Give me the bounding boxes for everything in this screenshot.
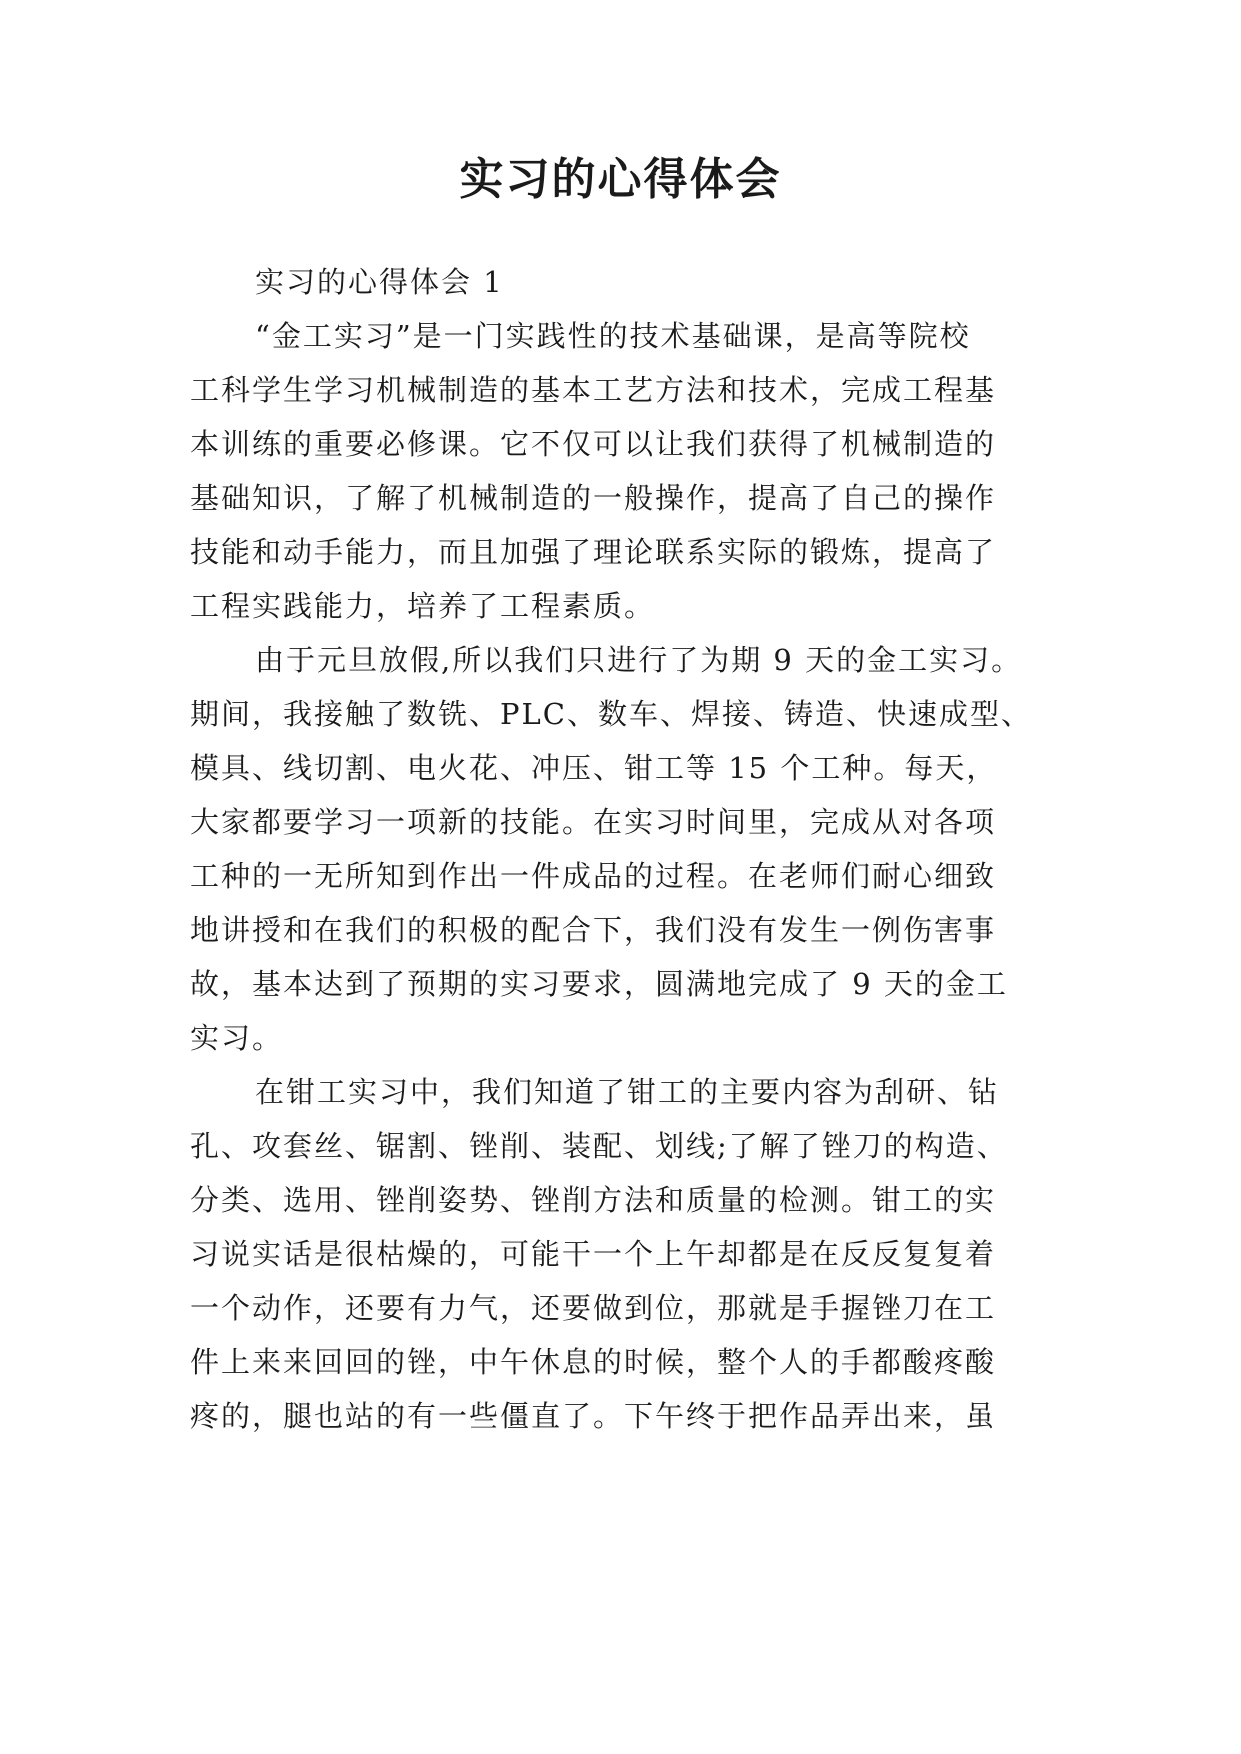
paragraph-line: 孔、攻套丝、锯割、锉削、装配、划线;了解了锉刀的构造、 (190, 1129, 1008, 1163)
paragraph-line: 故，基本达到了预期的实习要求，圆满地完成了 9 天的金工 (190, 967, 1008, 1001)
paragraph-line: 工程实践能力，培养了工程素质。 (190, 589, 656, 623)
paragraph-line: 分类、选用、锉削姿势、锉削方法和质量的检测。钳工的实 (190, 1183, 997, 1217)
paragraph-line: 在钳工实习中，我们知道了钳工的主要内容为刮研、钻 (255, 1075, 1000, 1109)
paragraph-line: 基础知识，了解了机械制造的一般操作，提高了自己的操作 (190, 481, 997, 515)
paragraph-line: 工科学生学习机械制造的基本工艺方法和技术，完成工程基 (190, 373, 997, 407)
paragraph-line: “金工实习”是一门实践性的技术基础课，是高等院校 (255, 319, 971, 353)
page-title: 实习的心得体会 (459, 154, 782, 205)
paragraph-line: 大家都要学习一项新的技能。在实习时间里，完成从对各项 (190, 805, 997, 839)
paragraph-line: 本训练的重要必修课。它不仅可以让我们获得了机械制造的 (190, 427, 997, 461)
paragraph-line: 习说实话是很枯燥的，可能干一个上午却都是在反反复复着 (190, 1237, 997, 1271)
paragraph-line: 模具、线切割、电火花、冲压、钳工等 15 个工种。每天， (190, 751, 998, 785)
paragraph-line: 实习。 (190, 1021, 284, 1055)
paragraph-line: 一个动作，还要有力气，还要做到位，那就是手握锉刀在工 (190, 1291, 997, 1325)
paragraph-line: 地讲授和在我们的积极的配合下，我们没有发生一例伤害事 (190, 913, 997, 947)
paragraph-line: 工种的一无所知到作出一件成品的过程。在老师们耐心细致 (190, 859, 997, 893)
paragraph-line: 疼的，腿也站的有一些僵直了。下午终于把作品弄出来，虽 (190, 1399, 997, 1433)
paragraph-line: 由于元旦放假,所以我们只进行了为期 9 天的金工实习。 (255, 643, 1023, 677)
paragraph-line: 件上来来回回的锉，中午休息的时候，整个人的手都酸疼酸 (190, 1345, 997, 1379)
section-heading: 实习的心得体会 1 (255, 265, 504, 299)
paragraph-line: 期间，我接触了数铣、PLC、数车、焊接、铸造、快速成型、 (190, 697, 1032, 731)
paragraph-line: 技能和动手能力，而且加强了理论联系实际的锻炼，提高了 (190, 535, 997, 569)
